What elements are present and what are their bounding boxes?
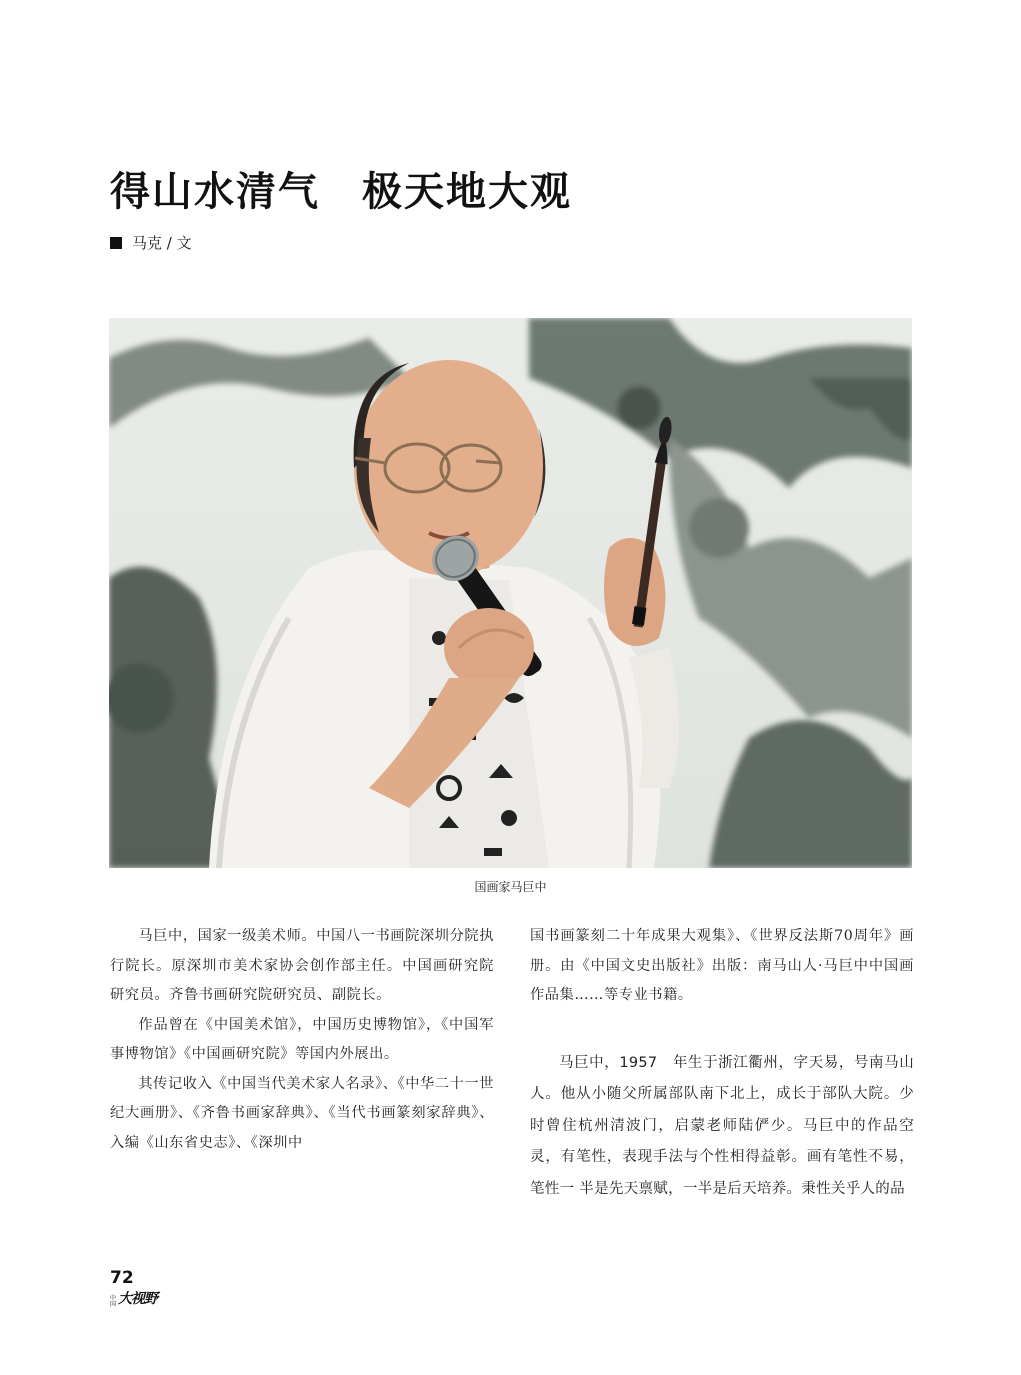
- byline: [110, 232, 192, 253]
- body-paragraph: 其传记收入《中国当代美术家人名录》、《中华二十一世纪大画册》、《齐鲁书画家辞典》、《当代书画篆刻家辞典》、入编《山东省史志》、《深圳中: [110, 1075, 494, 1151]
- page-number: 72: [110, 1268, 134, 1288]
- byline-square-icon: [110, 237, 122, 249]
- byline-author: 马克 / 文: [132, 234, 192, 252]
- body-paragraph: 马巨中，国家一级美术师。中国八一书画院深圳分院执行院长。原深圳市美术家协会创作部主任。中国画研究院研究员。齐鲁书画研究院研究员、副院长。: [110, 928, 494, 1003]
- body-paragraph: 马巨中，1957 年生于浙江衢州，字天易，号南马山人。他从小随父所属部队南下北上，成长于部队大院。少时曾住杭州清波门，启蒙老师陆俨少。马巨中的作品空灵，有笔性，表现手法与个性相得益彰。画有笔性不易，笔性一 半是先天禀赋，一半是后天培养。秉性关乎人的品: [530, 1054, 914, 1197]
- artist-photo: [109, 318, 912, 868]
- article-title: 得山水清气 极天地大观: [110, 168, 572, 215]
- body-paragraph: 作品曾在《中国美术馆》，中国历史博物馆》，《中国军事博物馆》《中国画研究院》等国内外展出。: [110, 1016, 494, 1062]
- body-column-left: [110, 922, 494, 1158]
- photo-illustration: [109, 318, 912, 868]
- magazine-logo-prefix: 中国: [110, 1295, 117, 1308]
- body-column-right: [530, 922, 914, 1205]
- magazine-logo: [110, 1288, 157, 1308]
- photo-caption: 国画家马巨中: [474, 880, 547, 894]
- magazine-logo-name: 大视野: [118, 1291, 157, 1307]
- body-paragraph-continued: 国书画篆刻二十年成果大观集》、《世界反法斯70周年》画册。由《中国文史出版社》出版：南马山人·马巨中中国画作品集……等专业书籍。: [530, 928, 914, 1003]
